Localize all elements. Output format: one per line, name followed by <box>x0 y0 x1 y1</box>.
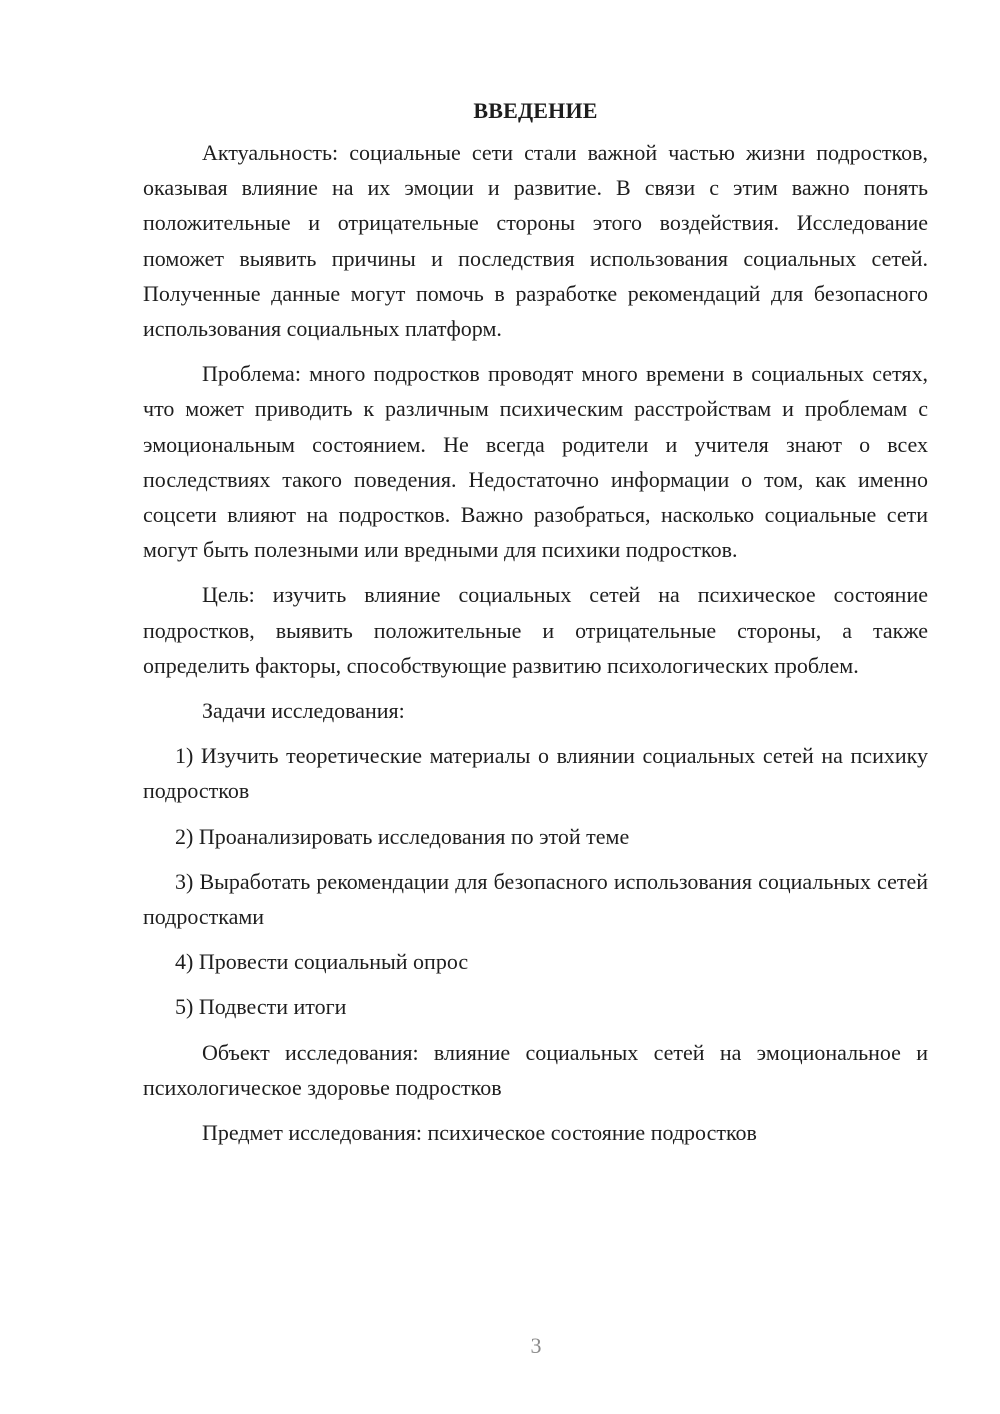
subject-paragraph: Предмет исследования: психическое состояние подростков <box>202 1120 757 1146</box>
task-item-3: 3) Выработать рекомендации для безопасного использования социальных сетей подростками <box>143 868 928 930</box>
task-item-2: 2) Проанализировать исследования по этой теме <box>175 823 630 849</box>
object-paragraph: Объект исследования: влияние социальных сетей на эмоциональное и психологическое здоровье подростков <box>143 1039 928 1100</box>
task-item-5: 5) Подвести итоги <box>175 994 347 1020</box>
page-content <box>143 94 928 1150</box>
page-number: 3 <box>530 1333 542 1358</box>
relevance-paragraph: Актуальность: социальные сети стали важной частью жизни подростков, оказывая влияние на их эмоции и развитие. В связи с этим важно понять положительные и отрицательные стороны этого воздействия. Исследование поможет выявить причины и последствия использования социальных сетей. Полученные данные могут помочь в разработке рекомендаций для безопасного использования социальных платформ. <box>143 140 928 342</box>
task-item-1: 1) Изучить теоретические материалы о влиянии социальных сетей на психику подростков <box>143 743 928 804</box>
page-title: ВВЕДЕНИЕ <box>473 98 598 123</box>
goal-paragraph: Цель: изучить влияние социальных сетей на психическое состояние подростков, выявить положительные и отрицательные стороны, а также определить факторы, способствующие развитию психологических проблем. <box>143 582 928 678</box>
task-item-4: 4) Провести социальный опрос <box>175 949 469 975</box>
tasks-heading: Задачи исследования: <box>202 698 405 724</box>
problem-paragraph: Проблема: много подростков проводят много времени в социальных сетях, что может приводить к различным психическим расстройствам и проблемам с эмоциональным состоянием. Не всегда родители и учителя знают о всех последствиях такого поведения. Недостаточно информации о том, как именно соцсети влияют на подростков. Важно разобраться, насколько социальные сети могут быть полезными или вредными для психики подростков. <box>143 361 928 563</box>
